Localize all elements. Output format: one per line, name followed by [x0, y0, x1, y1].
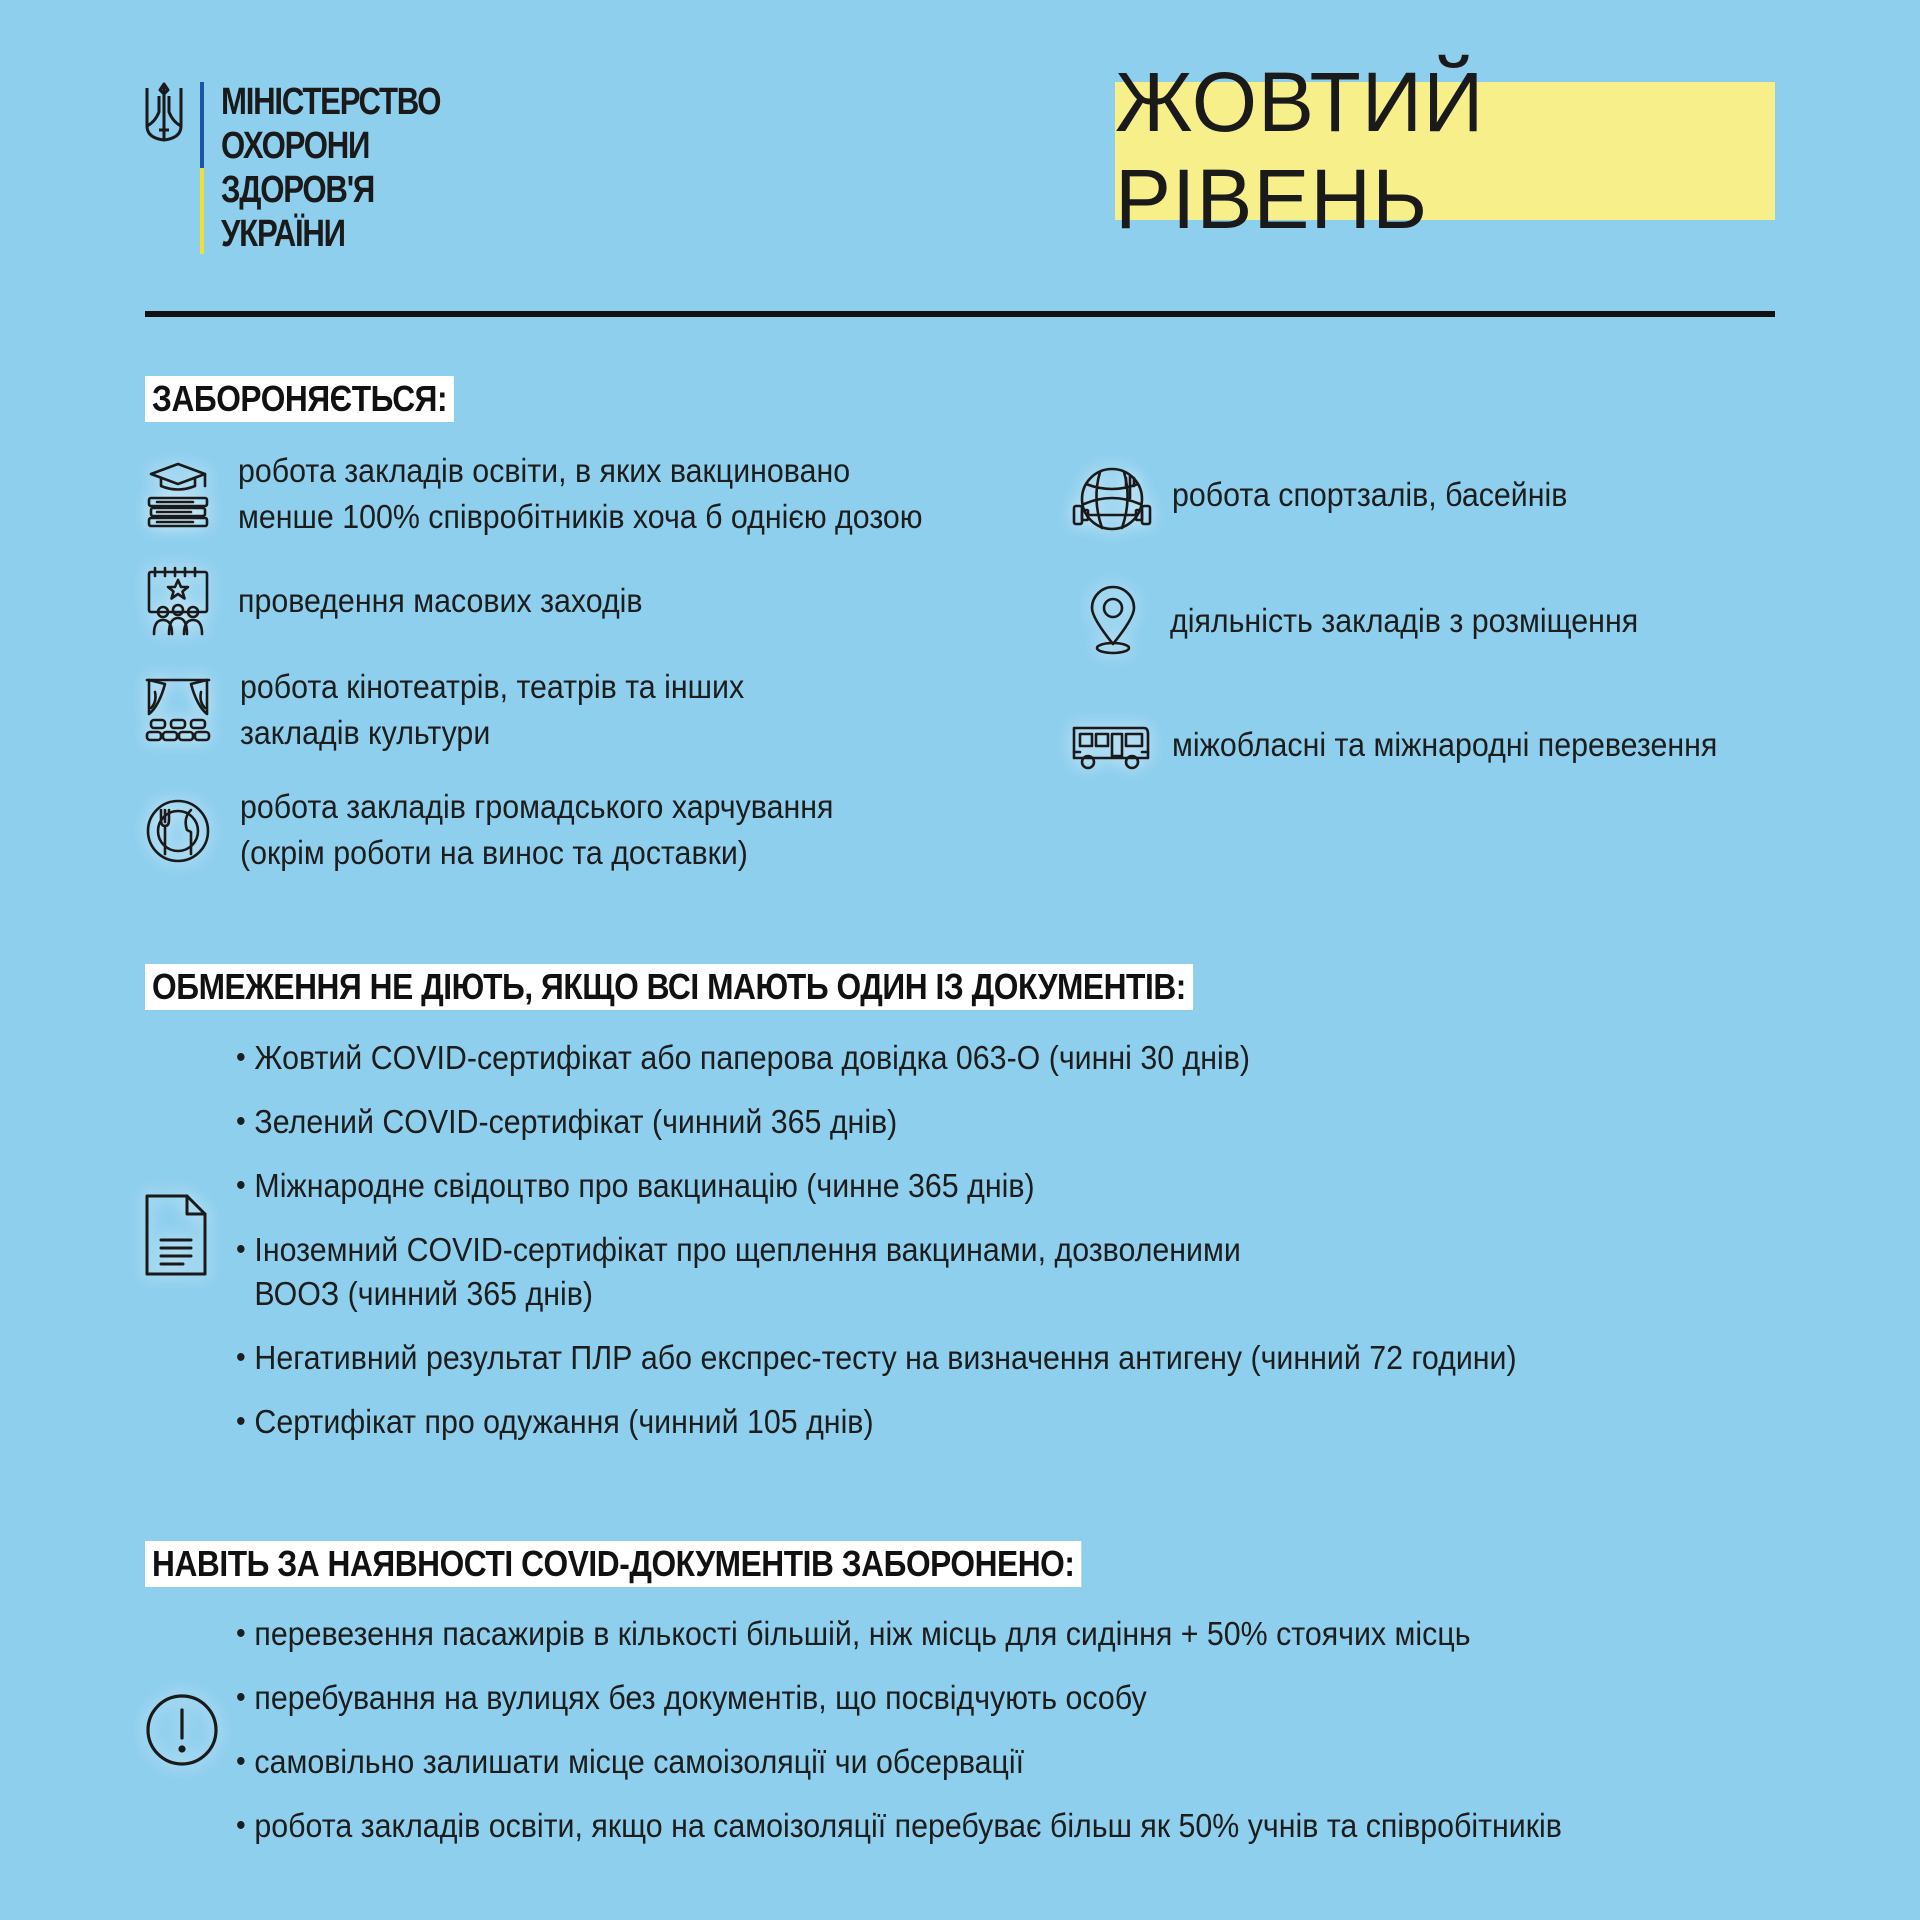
ministry-logo	[143, 80, 443, 255]
always-prohibited-heading: НАВІТЬ ЗА НАЯВНОСТІ COVID-ДОКУМЕНТІВ ЗАБОРОНЕНО:	[145, 1541, 1082, 1587]
prohibited-item-text: робота закладів громадського харчування (окрім роботи на винос та доставки)	[240, 788, 834, 871]
ministry-line: ЗДОРОВ'Я	[221, 169, 375, 211]
mass-event-icon	[143, 568, 213, 638]
prohibited-item-text: робота кінотеатрів, театрів та інших закладів культури	[240, 668, 745, 751]
restaurant-icon	[143, 796, 213, 866]
list-item: • Жовтий COVID-сертифікат або паперова довідка 063-О (чинні 30 днів)	[236, 1036, 1517, 1080]
ministry-line: УКРАЇНИ	[221, 213, 345, 255]
list-item: • Сертифікат про одужання (чинний 105 днів)	[236, 1400, 1517, 1444]
ministry-name	[221, 80, 440, 256]
prohibited-item-text: діяльність закладів з розміщення	[1170, 602, 1639, 639]
education-icon	[143, 460, 213, 530]
list-item: • Міжнародне свідоцтво про вакцинацію (чинне 365 днів)	[236, 1164, 1517, 1208]
document-icon	[143, 1192, 209, 1278]
list-item: • перебування на вулицях без документів, що посвідчують особу	[236, 1676, 1562, 1720]
prohibited-item-text: міжобласні та міжнародні перевезення	[1172, 726, 1718, 763]
ministry-line: МІНІСТЕРСТВО	[221, 81, 441, 123]
flag-blue-bar	[200, 82, 204, 168]
list-item: • Зелений COVID-сертифікат (чинний 365 днів)	[236, 1100, 1517, 1144]
prohibited-item-text: проведення масових заходів	[238, 582, 643, 619]
list-item: • робота закладів освіти, якщо на самоізоляції перебуває більш як 50% учнів та співробітників	[236, 1804, 1562, 1848]
list-item: • Негативний результат ПЛР або експрес-тесту на визначення антигену (чинний 72 години)	[236, 1336, 1517, 1380]
warning-icon	[144, 1692, 220, 1768]
ministry-line: ОХОРОНИ	[221, 125, 370, 167]
location-pin-icon	[1078, 586, 1148, 656]
list-item: • Іноземний COVID-сертифікат про щеплення вакцинами, дозволеними ВООЗ (чинний 365 днів)	[236, 1228, 1517, 1316]
exemptions-list	[236, 1036, 1517, 1444]
trident-icon	[143, 82, 185, 146]
prohibited-item-text: робота спортзалів, басейнів	[1172, 476, 1568, 513]
list-item: • самовільно залишати місце самоізоляції чи обсервації	[236, 1740, 1562, 1784]
level-badge: ЖОВТИЙ РІВЕНЬ	[1115, 82, 1775, 220]
theater-icon	[143, 676, 213, 746]
bus-icon	[1070, 712, 1152, 782]
always-prohibited-list	[236, 1612, 1562, 1848]
list-item: • перевезення пасажирів в кількості більшій, ніж місць для сидіння + 50% стоячих місць	[236, 1612, 1562, 1656]
flag-yellow-bar	[200, 168, 204, 254]
exemptions-heading: ОБМЕЖЕННЯ НЕ ДІЮТЬ, ЯКЩО ВСІ МАЮТЬ ОДИН ІЗ ДОКУМЕНТІВ:	[145, 964, 1193, 1010]
header-divider	[145, 311, 1775, 317]
prohibited-heading: ЗАБОРОНЯЄТЬСЯ:	[145, 376, 454, 422]
prohibited-item-text: робота закладів освіти, в яких вакциновано менше 100% співробітників хоча б однією дозою	[238, 452, 923, 535]
sports-icon	[1072, 464, 1152, 534]
